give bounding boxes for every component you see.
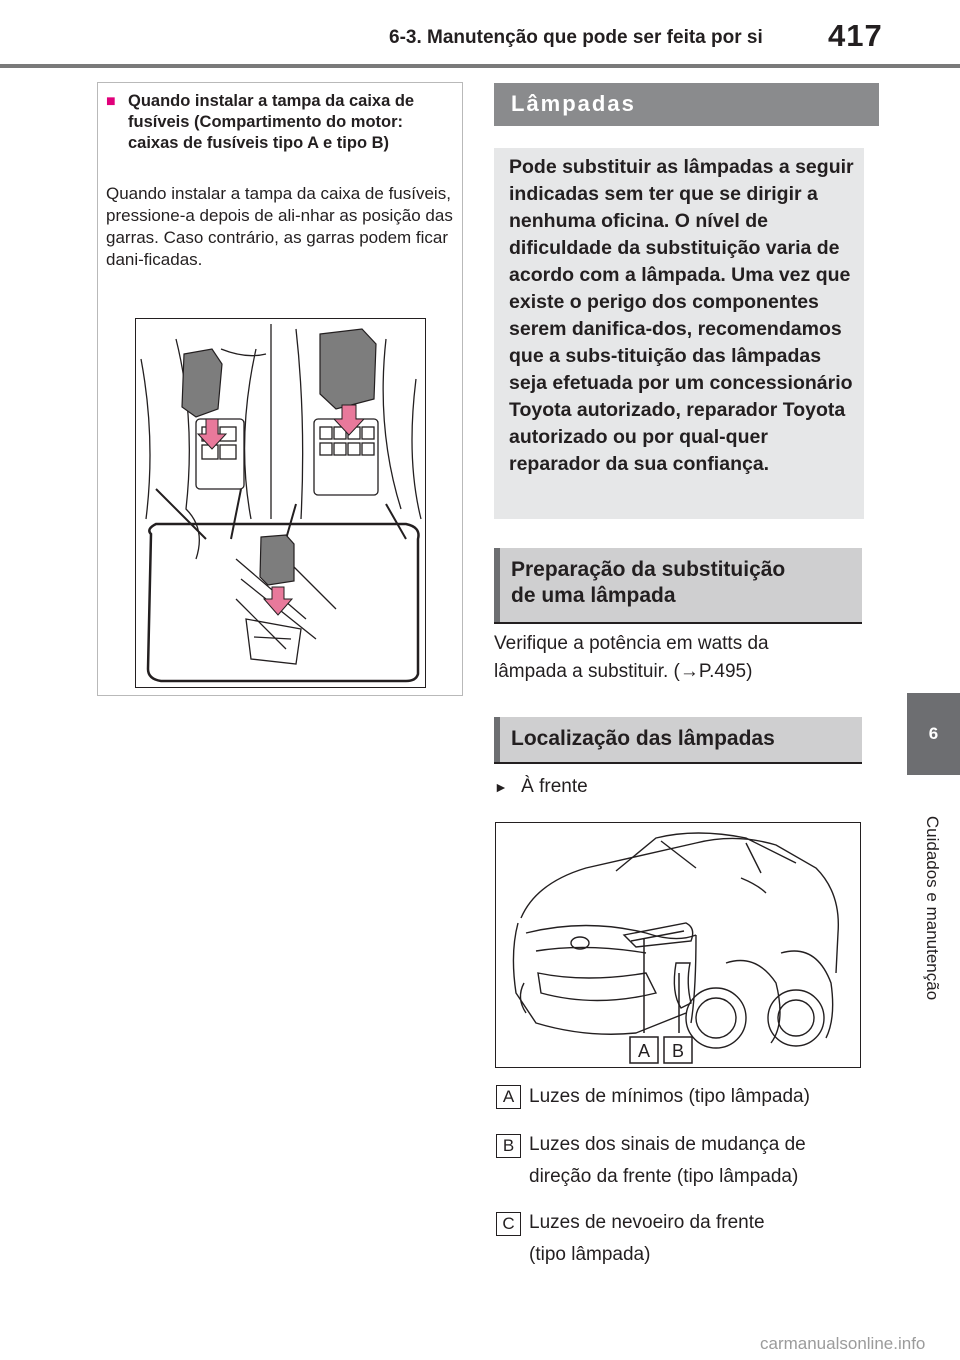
figure-label-a: A: [637, 1041, 651, 1061]
note-heading: [106, 91, 456, 154]
fuse-box-illustration: [135, 318, 426, 688]
figure-label-b: B: [671, 1041, 685, 1061]
car-front-drawing: [496, 823, 860, 1067]
legend-letter-a: A: [496, 1085, 521, 1109]
legend-letter-b: B: [496, 1134, 521, 1158]
heading-accent-bar: [494, 548, 500, 622]
preparacao-heading: [494, 548, 862, 624]
front-label: À frente: [521, 776, 588, 797]
localizacao-heading: [494, 717, 862, 764]
preparacao-text-line1: Verifique a potência em watts da: [494, 633, 769, 654]
preparacao-heading-line2: de uma lâmpada: [511, 584, 676, 607]
note-heading-text: Quando instalar a tampa da caixa de fusíveis (Compartimento do motor: caixas de fusíveis tipo A e tipo B): [128, 92, 415, 152]
legend-letter-c: C: [496, 1212, 521, 1236]
preparacao-text-line2[interactable]: lâmpada a substituir. (→P.495): [494, 661, 753, 682]
square-bullet-icon: ■: [106, 93, 116, 110]
heading-accent-bar: [494, 717, 500, 762]
legend-item-b-line1: Luzes dos sinais de mudança de: [529, 1134, 806, 1155]
fuse-box-drawing: [136, 319, 425, 687]
legend-item-c-line2: (tipo lâmpada): [529, 1244, 651, 1265]
lampadas-intro-text: Pode substituir as lâmpadas a seguir indicadas sem ter que se dirigir a nenhuma oficina. O nível de dificuldade da substituição varia de acordo com a lâmpada. Uma vez que existe o perigo dos componentes serem danifica-dos, recomendamos que a subs-tituição das lâmpadas seja efetuada por um concessionário Toyota autorizado, reparador Toyota autorizado ou por qual-quer reparador da sua confiança.: [509, 156, 854, 475]
chapter-label: [912, 790, 952, 1026]
legend-item-b-line2: direção da frente (tipo lâmpada): [529, 1166, 799, 1187]
localizacao-heading-text: Localização das lâmpadas: [511, 727, 775, 750]
section-title: 6-3. Manutenção que pode ser feita por si: [389, 27, 763, 48]
front-subheading: [494, 773, 588, 801]
chapter-tab[interactable]: 6: [907, 693, 960, 775]
chapter-label-text: Cuidados e manutenção: [923, 815, 942, 1001]
lampadas-banner: Lâmpadas: [494, 83, 879, 126]
preparacao-heading-line1: Preparação da substituição: [511, 558, 786, 581]
header-rule: [0, 64, 960, 68]
lampadas-intro-box: [494, 148, 864, 519]
legend-item-c-line1: Luzes de nevoeiro da frente: [529, 1212, 765, 1233]
front-lights-illustration: [495, 822, 861, 1068]
note-body: Quando instalar a tampa da caixa de fusíveis, pressione-a depois de ali-nhar as posição das garras. Caso contrário, as garras podem ficar dani-ficadas.: [106, 184, 453, 269]
page-number: 417: [828, 18, 883, 53]
watermark: carmanualsonline.info: [760, 1334, 926, 1353]
legend-item-a-line1: Luzes de mínimos (tipo lâmpada): [529, 1086, 810, 1107]
triangle-marker-icon: ►: [494, 779, 508, 795]
